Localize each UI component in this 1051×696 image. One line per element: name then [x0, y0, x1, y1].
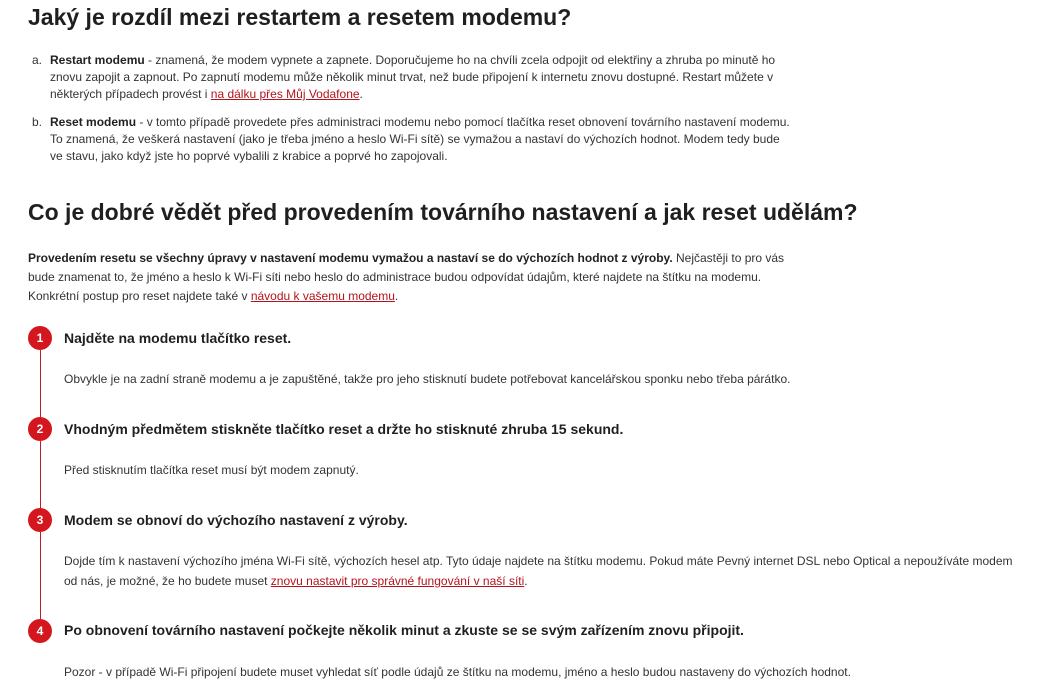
list-marker: b.: [32, 115, 43, 129]
list-item-reset: [32, 114, 792, 165]
section-heading-restart-vs-reset: Jaký je rozdíl mezi restartem a resetem modemu?: [28, 4, 572, 30]
term-reset: Reset modemu: [50, 115, 137, 129]
step-description-text: Obvykle je na zadní straně modemu a je zapuštěné, takže pro jeho stisknutí budete potřebovat kancelářskou sponku nebo třeba párátko.: [64, 372, 791, 386]
step-number-badge: 2: [28, 417, 52, 441]
modem-guide-link[interactable]: návodu k vašemu modemu: [250, 289, 395, 303]
step-number-badge: 3: [28, 508, 52, 532]
step-title: Vhodným předmětem stiskněte tlačítko reset a držte ho stisknuté zhruba 15 sekund.: [64, 421, 624, 437]
step-title: Po obnovení továrního nastavení počkejte několik minut a zkuste se se svým zařízením znovu připojit.: [64, 622, 744, 638]
term-restart: Restart modemu: [50, 53, 145, 67]
section-heading-factory-reset: Co je dobré vědět před provedením továrního nastavení a jak reset udělám?: [28, 199, 858, 225]
step-number-badge: 4: [28, 619, 52, 643]
step-title: Najděte na modemu tlačítko reset.: [64, 330, 292, 346]
network-setup-link[interactable]: znovu nastavit pro správné fungování v naší síti: [270, 574, 525, 588]
restart-description: - znamená, že modem vypnete a zapnete. Doporučujeme ho na chvíli zcela odpojit od elektřiny a zhruba po minutě ho znovu zapojit a zapnout. Po zapnutí modemu může několik minut trvat, než bude připojení k internetu znovu dostupné. Restart můžete v některých případech provést i: [50, 53, 776, 101]
step-description: [64, 662, 1024, 682]
intro-text: Nejčastěji to pro vás bude znamenat to, že jméno a heslo k Wi-Fi síti nebo heslo do administrace budou odpovídat údajům, které najdete na štítku na modemu. Konkrétní postup pro reset najdete také v: [28, 251, 785, 303]
step-description: [64, 460, 1024, 480]
list-marker: a.: [32, 53, 43, 67]
step-description-text: Před stisknutím tlačítka reset musí být modem zapnutý.: [64, 463, 359, 477]
timeline-line: [40, 532, 41, 632]
step-description-end: .: [524, 574, 528, 588]
intro-bold: Provedením resetu se všechny úpravy v nastavení modemu vymažou a nastaví se do výchozích hodnot z výroby.: [28, 251, 673, 265]
intro-end: .: [394, 289, 399, 303]
remote-restart-link[interactable]: na dálku přes Můj Vodafone: [210, 87, 360, 101]
step-number-badge: 1: [28, 326, 52, 350]
step-title: Modem se obnoví do výchozího nastavení z výroby.: [64, 512, 408, 528]
step-description-text: Pozor - v případě Wi-Fi připojení budete muset vyhledat síť podle údajů ze štítku na modemu, jméno a heslo budou nastaveny do výchozích hodnot.: [64, 665, 851, 679]
step-description: [64, 369, 1024, 389]
list-item-restart: [32, 52, 792, 103]
intro-paragraph: [28, 249, 788, 306]
reset-description: - v tomto případě provedete přes administraci modemu nebo pomocí tlačítka reset obnovení továrního nastavení modemu. To znamená, že veškerá nastavení (jako je třeba jméno a heslo Wi-Fi sítě) se vymažou a nastaví do výchozích hodnot. Modem tedy bude ve stavu, jako když jste ho poprvé vybalili z krabice a poprvé ho zapojovali.: [50, 115, 790, 163]
restart-end: .: [359, 87, 363, 101]
step-description: [64, 551, 1024, 591]
step-description-text: Dojde tím k nastavení výchozího jména Wi-Fi sítě, výchozích hesel atp. Tyto údaje najdete na štítku modemu. Pokud máte Pevný internet DSL nebo Optical a nepoužíváte modem od nás, je možné, že ho budete muset: [64, 554, 1013, 588]
